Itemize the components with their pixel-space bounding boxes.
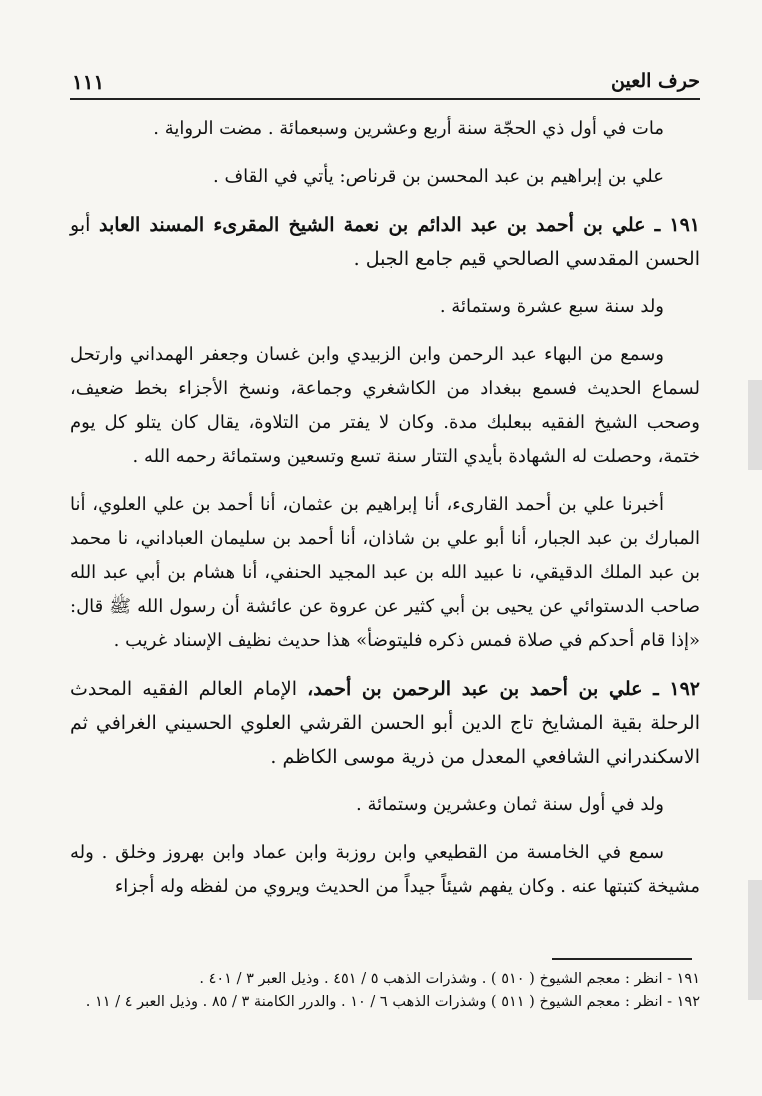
paragraph: علي بن إبراهيم بن عبد المحسن بن قرناص: يأتي في القاف . <box>213 166 664 187</box>
entry-191-heading: ١٩١ ـ علي بن أحمد بن عبد الدائم بن نعمة الشيخ المقرىء المسند العابد <box>99 214 701 236</box>
entry-191 <box>70 208 700 276</box>
scan-edge-mark <box>748 380 762 470</box>
paragraph: أخبرنا علي بن أحمد القارىء، أنا إبراهيم بن عثمان، أنا أحمد بن علي العلوي، أنا المبارك بن عبد الجبار، أنا أبو علي بن شاذان، أنا أحمد بن سليمان العباداني، نا محمد بن عبد الملك الدقيقي، نا عبيد الله بن عبد المجيد الحنفي، أنا هشام بن أبي عبد الله صاحب الدستوائي عن يحيى بن أبي كثير عن عروة عن عائشة أن رسول الله ﷺ قال: «إذا قام أحدكم في صلاة فمس ذكره فليتوضأ» هذا حديث نظيف الإسناد غريب . <box>70 494 700 651</box>
paragraph: ولد في أول سنة ثمان وعشرين وستمائة . <box>356 794 664 815</box>
entry-192-heading: ١٩٢ ـ علي بن أحمد بن عبد الرحمن بن أحمد، <box>307 678 700 700</box>
scan-edge-mark <box>748 880 762 1000</box>
page-header <box>70 68 700 96</box>
entry-192-text: الإمام العالم الفقيه المحدث الرحلة بقية المشايخ تاج الدين أبو الحسن القرشي العلوي الحسيني الغرافي ثم الاسكندراني الشافعي المعدل من ذرية موسى الكاظم . <box>70 678 700 768</box>
header-rule <box>70 98 700 100</box>
page-number: ١١١ <box>72 70 105 94</box>
paragraph: وسمع من البهاء عبد الرحمن وابن الزبيدي وابن غسان وجعفر الهمداني وارتحل لسماع الحديث فسمع ببغداد من الكاشغري وجماعة، ونسخ الأجزاء بخط ضعيف، وصحب الشيخ الفقيه ببعلبك مدة. وكان لا يفتر من التلاوة، يقال كان يتلو كل يوم ختمة، وحصلت له الشهادة بأيدي التتار سنة تسع وتسعين وستمائة رحمه الله . <box>70 344 700 467</box>
main-text <box>70 112 700 918</box>
footnote-191: ١٩١ - انظر : معجم الشيوخ ( ٥١٠ ) . وشذرات الذهب ٥ / ٤٥١ . وذيل العبر ٣ / ٤٠١ . <box>199 971 700 987</box>
paragraph: مات في أول ذي الحجّة سنة أربع وعشرين وسبعمائة . مضت الرواية . <box>153 118 664 139</box>
chapter-title: حرف العين <box>611 70 700 92</box>
footnote-rule <box>552 958 692 960</box>
entry-191-text: أبو الحسن المقدسي الصالحي قيم جامع الجبل . <box>70 214 700 270</box>
footnotes <box>70 968 700 1014</box>
paragraph: سمع في الخامسة من القطيعي وابن روزبة وابن عماد وابن بهروز وخلق . وله مشيخة كتبتها عنه . وكان يفهم شيئاً جيداً من الحديث ويروي من لفظه وله أجزاء <box>70 842 700 897</box>
paragraph: ولد سنة سبع عشرة وستمائة . <box>439 296 664 317</box>
entry-192 <box>70 672 700 774</box>
footnote-192: ١٩٢ - انظر : معجم الشيوخ ( ٥١١ ) وشذرات الذهب ٦ / ١٠ . والدرر الكامنة ٣ / ٨٥ . وذيل العبر ٤ / ١١ . <box>85 994 700 1010</box>
